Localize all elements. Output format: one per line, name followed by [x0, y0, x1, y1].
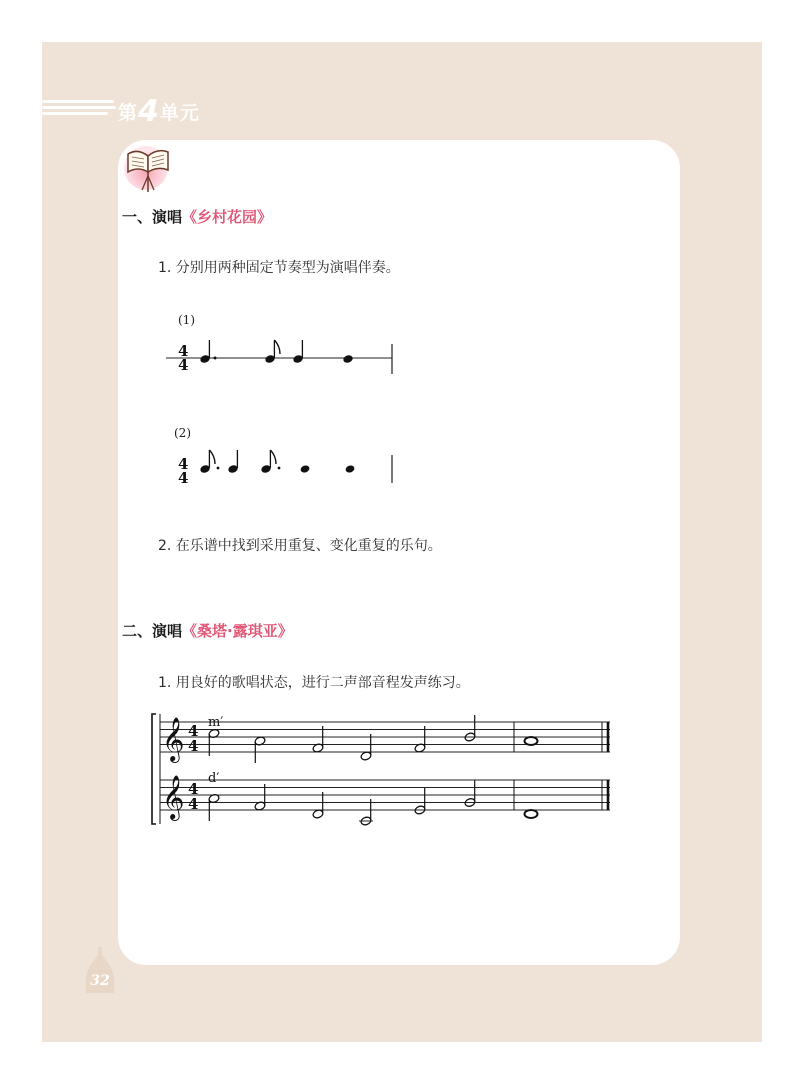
section-1-task-2: 2. 在乐谱中找到采用重复、变化重复的乐句。	[158, 538, 442, 554]
songbook-icon	[122, 140, 176, 196]
rhythm-2-label: (2)	[174, 426, 191, 440]
lower-time-bottom: 4	[188, 795, 199, 813]
section-1-label: 一、演唱	[122, 208, 183, 226]
section-1-song: 《乡村花园》	[182, 208, 273, 226]
lower-time-top: 4	[188, 780, 199, 798]
section-1-title	[122, 206, 272, 227]
section-2-title	[122, 620, 293, 641]
rhythm-1-time-top: 4	[178, 342, 189, 360]
rhythm-pattern-1	[160, 310, 410, 380]
rhythm-2-time-bottom: 4	[178, 469, 189, 487]
section-1-task-1: 1. 分别用两种固定节奏型为演唱伴奏。	[158, 260, 400, 276]
lower-solfege-mark: d′	[208, 771, 220, 786]
header-deco-line	[42, 100, 114, 103]
upper-time-top: 4	[188, 722, 199, 740]
header-deco-line	[42, 106, 116, 109]
section-2-song: 《桑塔·露琪亚》	[182, 622, 293, 640]
header-deco-line	[42, 112, 108, 115]
upper-solfege-mark: m′	[208, 715, 224, 730]
section-2-task-1: 1. 用良好的歌唱状态，进行二声部音程发声练习。	[158, 675, 470, 691]
page-number: 32	[90, 973, 110, 989]
rhythm-2-time-top: 4	[178, 455, 189, 473]
two-part-staff	[148, 708, 618, 833]
section-2-label: 二、演唱	[122, 622, 183, 640]
rhythm-pattern-2	[160, 425, 410, 495]
page-number-tab	[82, 945, 118, 997]
unit-suffix: 单元	[159, 102, 200, 124]
unit-number: 4	[138, 94, 160, 129]
treble-clef-icon: 𝄞	[162, 775, 185, 819]
upper-time-bottom: 4	[188, 737, 199, 755]
rhythm-1-time-bottom: 4	[178, 356, 189, 374]
unit-header	[118, 92, 200, 127]
treble-clef-icon: 𝄞	[162, 717, 185, 761]
rhythm-1-label: (1)	[178, 313, 195, 327]
unit-prefix: 第	[118, 102, 139, 124]
